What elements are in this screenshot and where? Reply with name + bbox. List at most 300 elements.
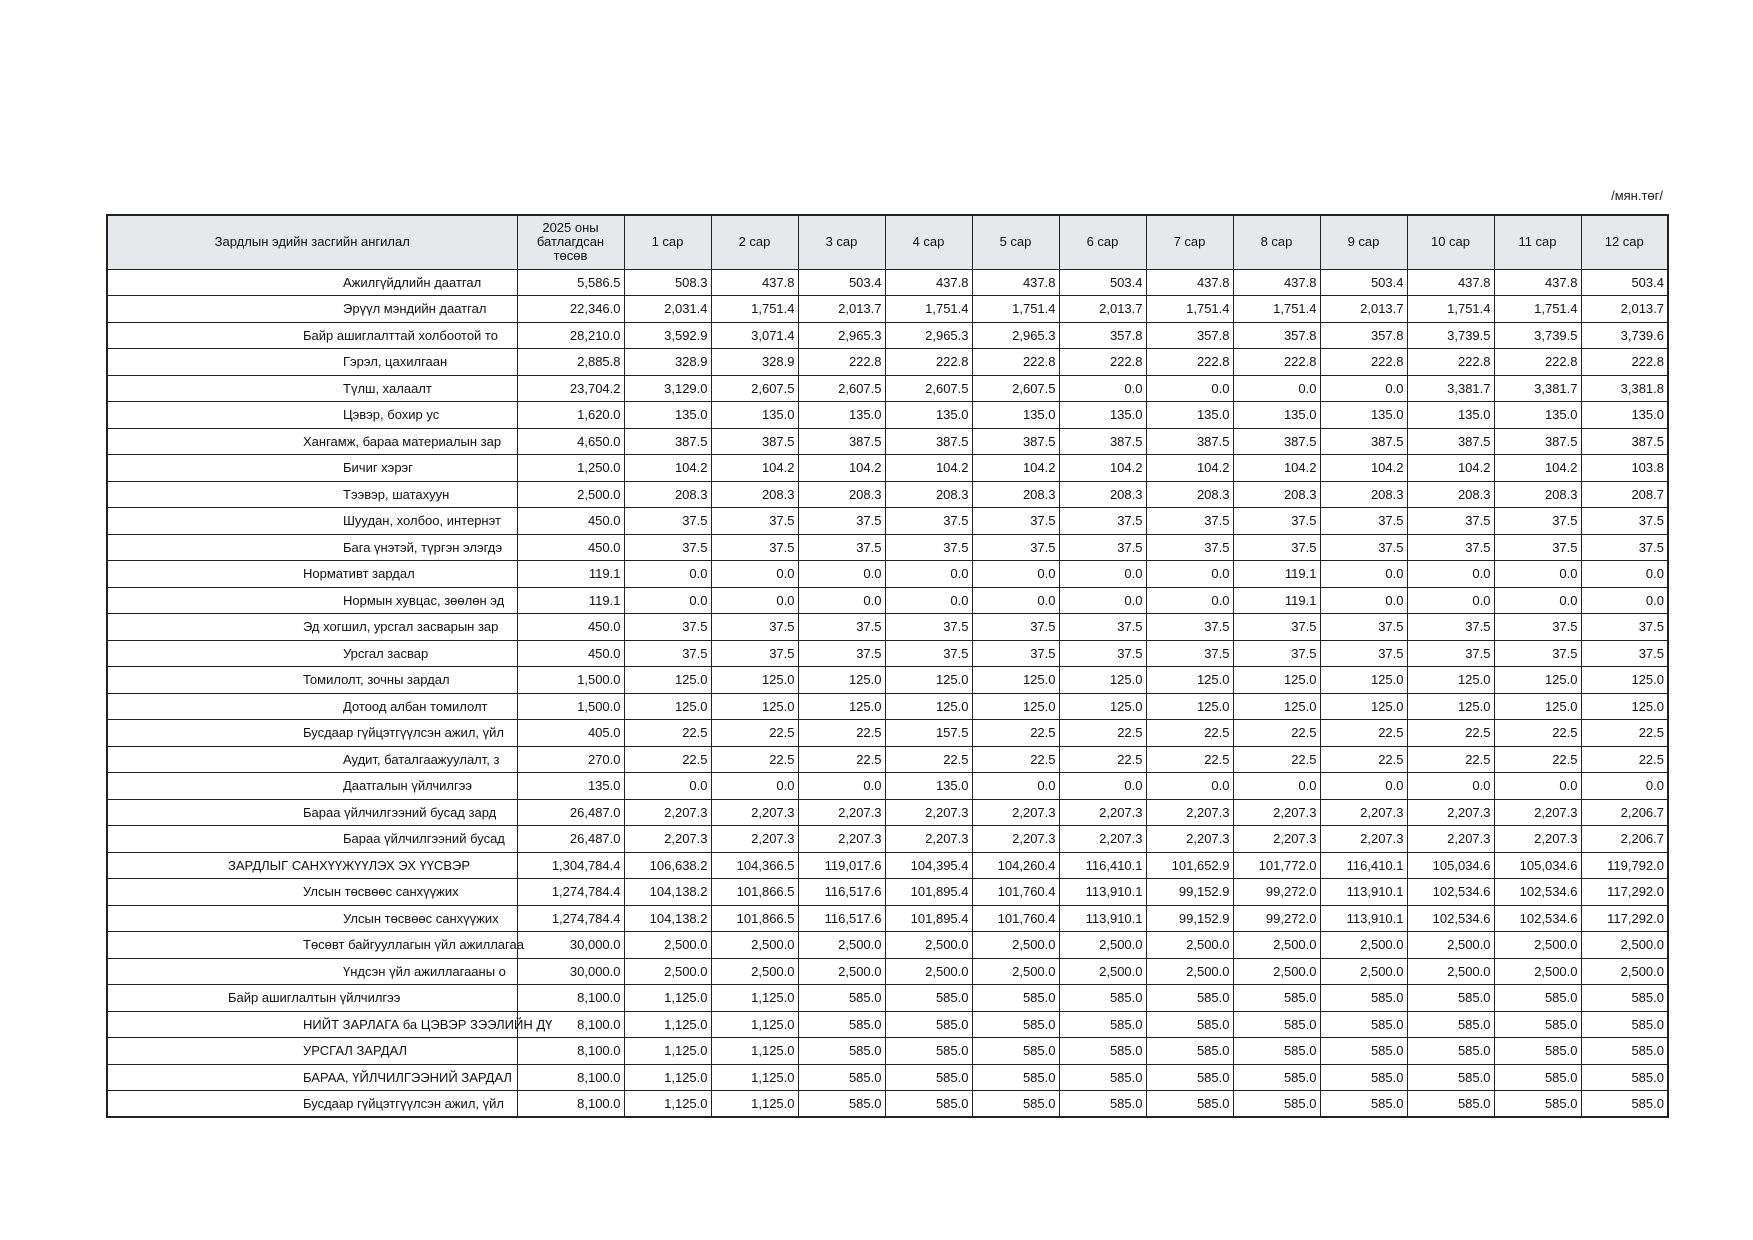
month-value-cell: 37.5 <box>1320 614 1407 641</box>
month-value-cell: 101,760.4 <box>972 879 1059 906</box>
month-value-cell: 437.8 <box>1233 269 1320 296</box>
month-value-cell: 585.0 <box>1407 1091 1494 1118</box>
month-value-cell: 22.5 <box>798 720 885 747</box>
month-value-cell: 117,292.0 <box>1581 879 1668 906</box>
approved-budget-cell: 8,100.0 <box>517 985 624 1012</box>
month-value-cell: 135.0 <box>1146 402 1233 429</box>
month-value-cell: 157.5 <box>885 720 972 747</box>
table-row <box>107 879 1668 906</box>
approved-budget-cell: 8,100.0 <box>517 1011 624 1038</box>
month-value-cell: 135.0 <box>711 402 798 429</box>
month-value-cell: 1,751.4 <box>1146 296 1233 323</box>
month-value-cell: 22.5 <box>1320 720 1407 747</box>
month-value-cell: 2,207.3 <box>624 826 711 853</box>
month-value-cell: 37.5 <box>1494 534 1581 561</box>
month-value-cell: 222.8 <box>1233 349 1320 376</box>
month-value-cell: 2,500.0 <box>885 932 972 959</box>
month-value-cell: 22.5 <box>972 720 1059 747</box>
month-value-cell: 135.0 <box>798 402 885 429</box>
month-value-cell: 101,866.5 <box>711 879 798 906</box>
month-value-cell: 585.0 <box>798 1091 885 1118</box>
month-value-cell: 125.0 <box>1494 693 1581 720</box>
month-value-cell: 125.0 <box>1146 693 1233 720</box>
month-value-cell: 125.0 <box>885 693 972 720</box>
month-value-cell: 125.0 <box>1233 693 1320 720</box>
approved-budget-cell: 1,500.0 <box>517 693 624 720</box>
header-month: 3 сар <box>798 215 885 269</box>
month-value-cell: 0.0 <box>1059 587 1146 614</box>
month-value-cell: 37.5 <box>1320 534 1407 561</box>
month-value-cell: 208.3 <box>1407 481 1494 508</box>
month-value-cell: 208.3 <box>624 481 711 508</box>
month-value-cell: 0.0 <box>624 561 711 588</box>
month-value-cell: 2,607.5 <box>885 375 972 402</box>
month-value-cell: 0.0 <box>1146 773 1233 800</box>
month-value-cell: 585.0 <box>798 1011 885 1038</box>
row-label: Урсгал засвар <box>343 645 429 661</box>
month-value-cell: 22.5 <box>1494 746 1581 773</box>
approved-budget-cell: 8,100.0 <box>517 1091 624 1118</box>
month-value-cell: 125.0 <box>798 667 885 694</box>
approved-budget-cell: 1,500.0 <box>517 667 624 694</box>
month-value-cell: 113,910.1 <box>1320 905 1407 932</box>
month-value-cell: 2,500.0 <box>1146 932 1233 959</box>
row-label-cell <box>107 614 517 641</box>
month-value-cell: 387.5 <box>798 428 885 455</box>
month-value-cell: 1,125.0 <box>711 985 798 1012</box>
month-value-cell: 37.5 <box>1407 614 1494 641</box>
month-value-cell: 0.0 <box>1320 561 1407 588</box>
month-value-cell: 0.0 <box>798 587 885 614</box>
month-value-cell: 585.0 <box>1059 1038 1146 1065</box>
header-month: 11 сар <box>1494 215 1581 269</box>
month-value-cell: 125.0 <box>1233 667 1320 694</box>
month-value-cell: 22.5 <box>1233 720 1320 747</box>
month-value-cell: 585.0 <box>1233 1091 1320 1118</box>
row-label-cell <box>107 402 517 429</box>
month-value-cell: 104.2 <box>972 455 1059 482</box>
month-value-cell: 1,125.0 <box>624 1038 711 1065</box>
approved-budget-cell: 450.0 <box>517 508 624 535</box>
table-row <box>107 773 1668 800</box>
table-row <box>107 587 1668 614</box>
row-label: Гэрэл, цахилгаан <box>343 354 448 370</box>
month-value-cell: 104.2 <box>1407 455 1494 482</box>
month-value-cell: 104.2 <box>624 455 711 482</box>
approved-budget-cell: 1,304,784.4 <box>517 852 624 879</box>
month-value-cell: 113,910.1 <box>1059 905 1146 932</box>
month-value-cell: 113,910.1 <box>1059 879 1146 906</box>
month-value-cell: 585.0 <box>1407 1064 1494 1091</box>
month-value-cell: 22.5 <box>1059 746 1146 773</box>
month-value-cell: 222.8 <box>1146 349 1233 376</box>
month-value-cell: 2,607.5 <box>711 375 798 402</box>
month-value-cell: 208.3 <box>1059 481 1146 508</box>
month-value-cell: 104,138.2 <box>624 879 711 906</box>
row-label: Тээвэр, шатахуун <box>343 486 450 502</box>
month-value-cell: 585.0 <box>1494 1011 1581 1038</box>
month-value-cell: 3,739.5 <box>1494 322 1581 349</box>
month-value-cell: 22.5 <box>624 746 711 773</box>
month-value-cell: 2,206.7 <box>1581 826 1668 853</box>
month-value-cell: 585.0 <box>1581 1011 1668 1038</box>
month-value-cell: 37.5 <box>1059 534 1146 561</box>
month-value-cell: 2,965.3 <box>885 322 972 349</box>
month-value-cell: 37.5 <box>885 508 972 535</box>
month-value-cell: 2,965.3 <box>798 322 885 349</box>
month-value-cell: 357.8 <box>1059 322 1146 349</box>
month-value-cell: 125.0 <box>624 667 711 694</box>
month-value-cell: 387.5 <box>1233 428 1320 455</box>
table-row <box>107 1011 1668 1038</box>
month-value-cell: 37.5 <box>1581 534 1668 561</box>
month-value-cell: 37.5 <box>1146 534 1233 561</box>
table-row <box>107 826 1668 853</box>
month-value-cell: 585.0 <box>1059 985 1146 1012</box>
month-value-cell: 2,500.0 <box>1407 932 1494 959</box>
approved-budget-cell: 1,620.0 <box>517 402 624 429</box>
month-value-cell: 2,500.0 <box>1059 932 1146 959</box>
row-label: Бараа үйлчилгээний бусад <box>343 831 505 847</box>
month-value-cell: 2,965.3 <box>972 322 1059 349</box>
month-value-cell: 2,500.0 <box>1494 932 1581 959</box>
month-value-cell: 0.0 <box>972 587 1059 614</box>
month-value-cell: 22.5 <box>1146 720 1233 747</box>
month-value-cell: 22.5 <box>972 746 1059 773</box>
table-row <box>107 481 1668 508</box>
month-value-cell: 0.0 <box>1581 773 1668 800</box>
month-value-cell: 125.0 <box>1407 693 1494 720</box>
month-value-cell: 37.5 <box>1233 534 1320 561</box>
month-value-cell: 387.5 <box>885 428 972 455</box>
row-label-cell <box>107 349 517 376</box>
row-label-cell <box>107 879 517 906</box>
month-value-cell: 387.5 <box>1320 428 1407 455</box>
month-value-cell: 106,638.2 <box>624 852 711 879</box>
month-value-cell: 37.5 <box>798 614 885 641</box>
month-value-cell: 37.5 <box>1494 508 1581 535</box>
month-value-cell: 208.3 <box>885 481 972 508</box>
month-value-cell: 125.0 <box>798 693 885 720</box>
month-value-cell: 105,034.6 <box>1407 852 1494 879</box>
table-row <box>107 852 1668 879</box>
month-value-cell: 2,013.7 <box>1320 296 1407 323</box>
month-value-cell: 135.0 <box>1581 402 1668 429</box>
month-value-cell: 585.0 <box>885 1038 972 1065</box>
month-value-cell: 0.0 <box>1320 773 1407 800</box>
month-value-cell: 0.0 <box>1581 561 1668 588</box>
row-label: Улсын төсвөөс санхүүжих <box>303 884 459 900</box>
month-value-cell: 22.5 <box>1494 720 1581 747</box>
month-value-cell: 101,760.4 <box>972 905 1059 932</box>
month-value-cell: 585.0 <box>1146 1011 1233 1038</box>
month-value-cell: 37.5 <box>972 640 1059 667</box>
month-value-cell: 585.0 <box>1494 1038 1581 1065</box>
row-label: Хангамж, бараа материалын зар <box>303 433 502 449</box>
table-row <box>107 1038 1668 1065</box>
month-value-cell: 103.8 <box>1581 455 1668 482</box>
month-value-cell: 37.5 <box>1146 640 1233 667</box>
table-row <box>107 375 1668 402</box>
month-value-cell: 2,500.0 <box>798 958 885 985</box>
month-value-cell: 1,751.4 <box>972 296 1059 323</box>
approved-budget-cell: 450.0 <box>517 614 624 641</box>
row-label: Ажилгүйдлийн даатгал <box>343 274 482 290</box>
month-value-cell: 104.2 <box>1059 455 1146 482</box>
month-value-cell: 125.0 <box>972 693 1059 720</box>
month-value-cell: 135.0 <box>1233 402 1320 429</box>
month-value-cell: 387.5 <box>1581 428 1668 455</box>
month-value-cell: 1,751.4 <box>1494 296 1581 323</box>
month-value-cell: 2,500.0 <box>1407 958 1494 985</box>
month-value-cell: 1,125.0 <box>711 1011 798 1038</box>
month-value-cell: 2,031.4 <box>624 296 711 323</box>
row-label: УРСГАЛ ЗАРДАЛ <box>303 1043 408 1059</box>
table-row <box>107 508 1668 535</box>
table-row <box>107 720 1668 747</box>
month-value-cell: 585.0 <box>972 1064 1059 1091</box>
approved-budget-cell: 2,885.8 <box>517 349 624 376</box>
month-value-cell: 585.0 <box>1407 1011 1494 1038</box>
month-value-cell: 503.4 <box>798 269 885 296</box>
month-value-cell: 2,207.3 <box>1407 799 1494 826</box>
month-value-cell: 0.0 <box>1233 773 1320 800</box>
month-value-cell: 222.8 <box>798 349 885 376</box>
approved-budget-cell: 135.0 <box>517 773 624 800</box>
row-label: Түлш, халаалт <box>343 380 432 396</box>
month-value-cell: 0.0 <box>972 773 1059 800</box>
table-row <box>107 932 1668 959</box>
month-value-cell: 387.5 <box>1059 428 1146 455</box>
month-value-cell: 2,500.0 <box>972 932 1059 959</box>
month-value-cell: 116,410.1 <box>1059 852 1146 879</box>
month-value-cell: 357.8 <box>1320 322 1407 349</box>
month-value-cell: 2,500.0 <box>1233 932 1320 959</box>
header-month: 1 сар <box>624 215 711 269</box>
month-value-cell: 101,652.9 <box>1146 852 1233 879</box>
month-value-cell: 585.0 <box>885 1064 972 1091</box>
month-value-cell: 2,500.0 <box>1233 958 1320 985</box>
month-value-cell: 0.0 <box>1407 561 1494 588</box>
approved-budget-cell: 450.0 <box>517 640 624 667</box>
month-value-cell: 503.4 <box>1059 269 1146 296</box>
month-value-cell: 387.5 <box>1494 428 1581 455</box>
month-value-cell: 2,500.0 <box>624 958 711 985</box>
table-row <box>107 905 1668 932</box>
month-value-cell: 119.1 <box>1233 587 1320 614</box>
month-value-cell: 37.5 <box>1581 508 1668 535</box>
row-label-cell <box>107 1064 517 1091</box>
row-label: Улсын төсвөөс санхүүжих <box>343 910 499 926</box>
month-value-cell: 0.0 <box>1494 587 1581 614</box>
month-value-cell: 119.1 <box>1233 561 1320 588</box>
row-label-cell <box>107 746 517 773</box>
month-value-cell: 37.5 <box>1059 508 1146 535</box>
month-value-cell: 3,739.5 <box>1407 322 1494 349</box>
month-value-cell: 101,772.0 <box>1233 852 1320 879</box>
month-value-cell: 2,207.3 <box>1494 826 1581 853</box>
month-value-cell: 37.5 <box>972 534 1059 561</box>
month-value-cell: 585.0 <box>1494 1064 1581 1091</box>
month-value-cell: 104.2 <box>1146 455 1233 482</box>
row-label-cell <box>107 1038 517 1065</box>
month-value-cell: 125.0 <box>972 667 1059 694</box>
month-value-cell: 37.5 <box>711 508 798 535</box>
month-value-cell: 585.0 <box>798 1064 885 1091</box>
row-label: Нормативт зардал <box>303 566 415 582</box>
month-value-cell: 437.8 <box>972 269 1059 296</box>
month-value-cell: 125.0 <box>1494 667 1581 694</box>
row-label-cell <box>107 905 517 932</box>
month-value-cell: 37.5 <box>1581 640 1668 667</box>
row-label-cell <box>107 428 517 455</box>
month-value-cell: 2,500.0 <box>1146 958 1233 985</box>
month-value-cell: 125.0 <box>711 667 798 694</box>
month-value-cell: 1,125.0 <box>624 1091 711 1118</box>
month-value-cell: 2,207.3 <box>798 826 885 853</box>
month-value-cell: 2,207.3 <box>1059 799 1146 826</box>
month-value-cell: 0.0 <box>1581 587 1668 614</box>
table-row <box>107 1064 1668 1091</box>
month-value-cell: 208.3 <box>1494 481 1581 508</box>
month-value-cell: 387.5 <box>1146 428 1233 455</box>
month-value-cell: 37.5 <box>1320 508 1407 535</box>
month-value-cell: 585.0 <box>1320 1011 1407 1038</box>
month-value-cell: 2,207.3 <box>885 799 972 826</box>
month-value-cell: 585.0 <box>1407 985 1494 1012</box>
month-value-cell: 222.8 <box>1320 349 1407 376</box>
month-value-cell: 2,607.5 <box>972 375 1059 402</box>
month-value-cell: 585.0 <box>1581 1038 1668 1065</box>
header-month: 5 сар <box>972 215 1059 269</box>
month-value-cell: 2,207.3 <box>885 826 972 853</box>
month-value-cell: 125.0 <box>1059 693 1146 720</box>
month-value-cell: 3,381.7 <box>1494 375 1581 402</box>
header-month: 12 сар <box>1581 215 1668 269</box>
approved-budget-cell: 26,487.0 <box>517 799 624 826</box>
month-value-cell: 2,207.3 <box>1146 826 1233 853</box>
month-value-cell: 328.9 <box>624 349 711 376</box>
month-value-cell: 2,207.3 <box>711 799 798 826</box>
approved-budget-cell: 5,586.5 <box>517 269 624 296</box>
month-value-cell: 585.0 <box>1320 1064 1407 1091</box>
month-value-cell: 22.5 <box>885 746 972 773</box>
month-value-cell: 1,125.0 <box>711 1038 798 1065</box>
month-value-cell: 3,129.0 <box>624 375 711 402</box>
row-label-cell <box>107 481 517 508</box>
row-label: ЗАРДЛЫГ САНХҮҮЖҮҮЛЭХ ЭХ ҮҮСВЭР <box>228 857 471 873</box>
row-label: Байр ашиглалттай холбоотой то <box>303 327 498 343</box>
month-value-cell: 328.9 <box>711 349 798 376</box>
month-value-cell: 102,534.6 <box>1494 905 1581 932</box>
month-value-cell: 387.5 <box>972 428 1059 455</box>
month-value-cell: 37.5 <box>798 640 885 667</box>
month-value-cell: 208.3 <box>972 481 1059 508</box>
header-month: 4 сар <box>885 215 972 269</box>
header-approved-budget: 2025 оны батлагдсан төсөв <box>517 215 624 269</box>
month-value-cell: 585.0 <box>972 1038 1059 1065</box>
row-label: Шуудан, холбоо, интернэт <box>343 513 501 529</box>
month-value-cell: 387.5 <box>711 428 798 455</box>
row-label-cell <box>107 799 517 826</box>
month-value-cell: 585.0 <box>1233 1064 1320 1091</box>
table-row <box>107 958 1668 985</box>
month-value-cell: 1,751.4 <box>1233 296 1320 323</box>
approved-budget-cell: 4,650.0 <box>517 428 624 455</box>
row-label: Нормын хувцас, зөөлөн эд <box>343 592 505 608</box>
month-value-cell: 503.4 <box>1581 269 1668 296</box>
month-value-cell: 37.5 <box>972 508 1059 535</box>
month-value-cell: 3,071.4 <box>711 322 798 349</box>
table-row <box>107 402 1668 429</box>
month-value-cell: 208.3 <box>711 481 798 508</box>
header-row <box>107 215 1668 269</box>
month-value-cell: 135.0 <box>1059 402 1146 429</box>
header-classification: Зардлын эдийн засгийн ангилал <box>107 215 517 269</box>
month-value-cell: 0.0 <box>1146 587 1233 614</box>
month-value-cell: 585.0 <box>1146 1038 1233 1065</box>
table-row <box>107 534 1668 561</box>
table-row <box>107 349 1668 376</box>
row-label-cell <box>107 852 517 879</box>
month-value-cell: 22.5 <box>1581 720 1668 747</box>
month-value-cell: 37.5 <box>885 534 972 561</box>
month-value-cell: 99,272.0 <box>1233 905 1320 932</box>
table-row <box>107 985 1668 1012</box>
table-row <box>107 296 1668 323</box>
month-value-cell: 2,500.0 <box>711 932 798 959</box>
row-label: Эрүүл мэндийн даатгал <box>343 301 487 317</box>
month-value-cell: 22.5 <box>711 720 798 747</box>
month-value-cell: 101,895.4 <box>885 879 972 906</box>
month-value-cell: 37.5 <box>1407 640 1494 667</box>
row-label: Үндсэн үйл ажиллагааны о <box>343 963 506 979</box>
month-value-cell: 357.8 <box>1146 322 1233 349</box>
row-label: Томилолт, зочны зардал <box>303 672 450 688</box>
month-value-cell: 105,034.6 <box>1494 852 1581 879</box>
month-value-cell: 113,910.1 <box>1320 879 1407 906</box>
month-value-cell: 0.0 <box>1494 561 1581 588</box>
month-value-cell: 0.0 <box>1407 587 1494 614</box>
month-value-cell: 2,207.3 <box>1494 799 1581 826</box>
month-value-cell: 2,500.0 <box>1320 958 1407 985</box>
month-value-cell: 2,207.3 <box>1146 799 1233 826</box>
month-value-cell: 208.7 <box>1581 481 1668 508</box>
month-value-cell: 2,207.3 <box>624 799 711 826</box>
approved-budget-cell: 22,346.0 <box>517 296 624 323</box>
approved-budget-cell: 30,000.0 <box>517 958 624 985</box>
month-value-cell: 2,207.3 <box>972 826 1059 853</box>
month-value-cell: 22.5 <box>1059 720 1146 747</box>
month-value-cell: 3,381.7 <box>1407 375 1494 402</box>
row-label: Бага үнэтэй, түргэн элэгдэ <box>343 539 503 555</box>
month-value-cell: 135.0 <box>885 402 972 429</box>
month-value-cell: 37.5 <box>1494 614 1581 641</box>
approved-budget-cell: 119.1 <box>517 561 624 588</box>
month-value-cell: 37.5 <box>1233 614 1320 641</box>
month-value-cell: 585.0 <box>972 1011 1059 1038</box>
month-value-cell: 104.2 <box>885 455 972 482</box>
month-value-cell: 222.8 <box>1581 349 1668 376</box>
month-value-cell: 37.5 <box>711 534 798 561</box>
month-value-cell: 2,207.3 <box>1059 826 1146 853</box>
approved-budget-cell: 8,100.0 <box>517 1064 624 1091</box>
month-value-cell: 2,500.0 <box>1320 932 1407 959</box>
table-row <box>107 1091 1668 1118</box>
header-month: 9 сар <box>1320 215 1407 269</box>
month-value-cell: 99,152.9 <box>1146 879 1233 906</box>
month-value-cell: 222.8 <box>972 349 1059 376</box>
